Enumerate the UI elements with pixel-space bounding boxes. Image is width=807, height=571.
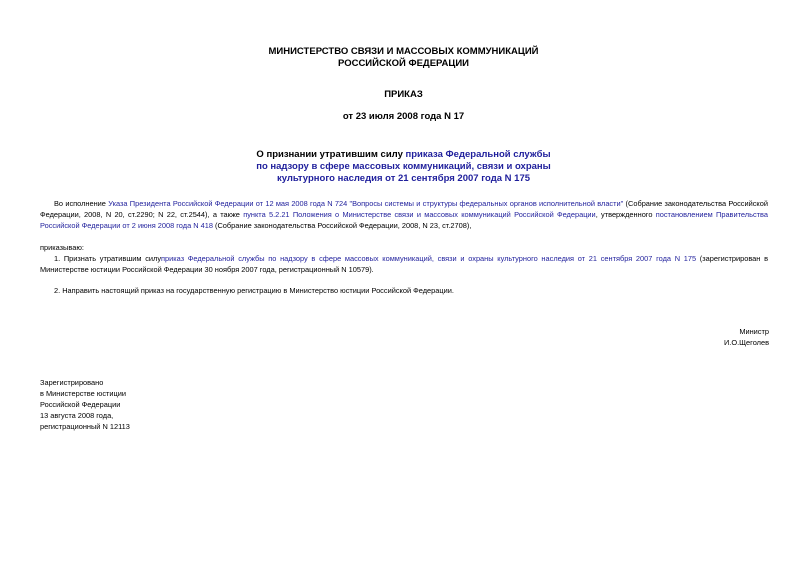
item-1-text-1: 1. Признать утратившим силу <box>54 254 162 263</box>
preamble-text-3: , утвержденного <box>595 210 656 219</box>
ministry-line-1: МИНИСТЕРСТВО СВЯЗИ И МАССОВЫХ КОММУНИКАЦИЙ <box>268 46 539 57</box>
signature-position: Министр <box>739 327 769 336</box>
registration-block <box>40 377 130 432</box>
item-1-text-2: (зарегистрирован в Министерстве юстиции Российской Федерации 30 ноября 2007 года, регистрационный N 10579). <box>40 254 768 274</box>
preamble-text-4: (Собрание законодательства Российской Федерации, 2008, N 23, ст.2708), <box>212 221 472 230</box>
revoked-order-link-1[interactable]: приказа Федеральной службы <box>405 149 551 160</box>
order-item-1 <box>40 253 768 275</box>
revoked-order-link-2[interactable]: по надзору в сфере массовых коммуникаций, связи и охраны <box>256 161 551 172</box>
registration-line-4: 13 августа 2008 года, <box>40 411 114 420</box>
order-verb: приказываю: <box>40 243 84 252</box>
government-resolution-link[interactable]: постановлением Правительства Российской Федерации от 2 июня 2008 года N 418 <box>40 210 768 230</box>
preamble-text-1: Во исполнение <box>54 199 109 208</box>
order-title-line-1 <box>0 149 807 161</box>
order-title <box>0 149 807 185</box>
registration-line-2: в Министерстве юстиции <box>40 389 127 398</box>
revoked-order-link[interactable]: приказ Федеральной службы по надзору в сфере массовых коммуникаций, связи и охраны культурного наследия от 21 сентября 2007 года N 175 <box>161 254 697 263</box>
preamble-paragraph <box>40 198 768 231</box>
ministry-heading <box>0 46 807 70</box>
signature-name: И.О.Щеголев <box>723 338 769 347</box>
preamble-text-2: (Собрание законодательства Российской Федерации, 2008, N 20, ст.2290; N 22, ст.2544), а также <box>40 199 768 219</box>
registration-line-3: Российской Федерации <box>40 400 121 409</box>
regulation-clause-link[interactable]: пункта 5.2.21 Положения о Министерстве связи и массовых коммуникаций Российской Федерации <box>243 210 596 219</box>
order-item-2: 2. Направить настоящий приказ на государственную регистрацию в Министерство юстиции Российской Федерации. <box>54 286 454 295</box>
order-heading: ПРИКАЗ <box>384 89 423 100</box>
signature-block <box>724 326 769 348</box>
registration-line-1: Зарегистрировано <box>40 378 104 387</box>
revoked-order-link-3[interactable]: культурного наследия от 21 сентября 2007 года N 175 <box>276 173 531 184</box>
registration-line-5: регистрационный N 12113 <box>40 422 130 431</box>
president-decree-link[interactable]: Указа Президента Российской Федерации от 12 мая 2008 года N 724 "Вопросы системы и структуры федеральных органов исполнительной власти" <box>108 199 624 208</box>
ministry-line-2: РОССИЙСКОЙ ФЕДЕРАЦИИ <box>337 58 469 69</box>
order-title-prefix: О признании утратившим силу <box>256 149 406 160</box>
order-date: от 23 июля 2008 года N 17 <box>342 111 465 122</box>
